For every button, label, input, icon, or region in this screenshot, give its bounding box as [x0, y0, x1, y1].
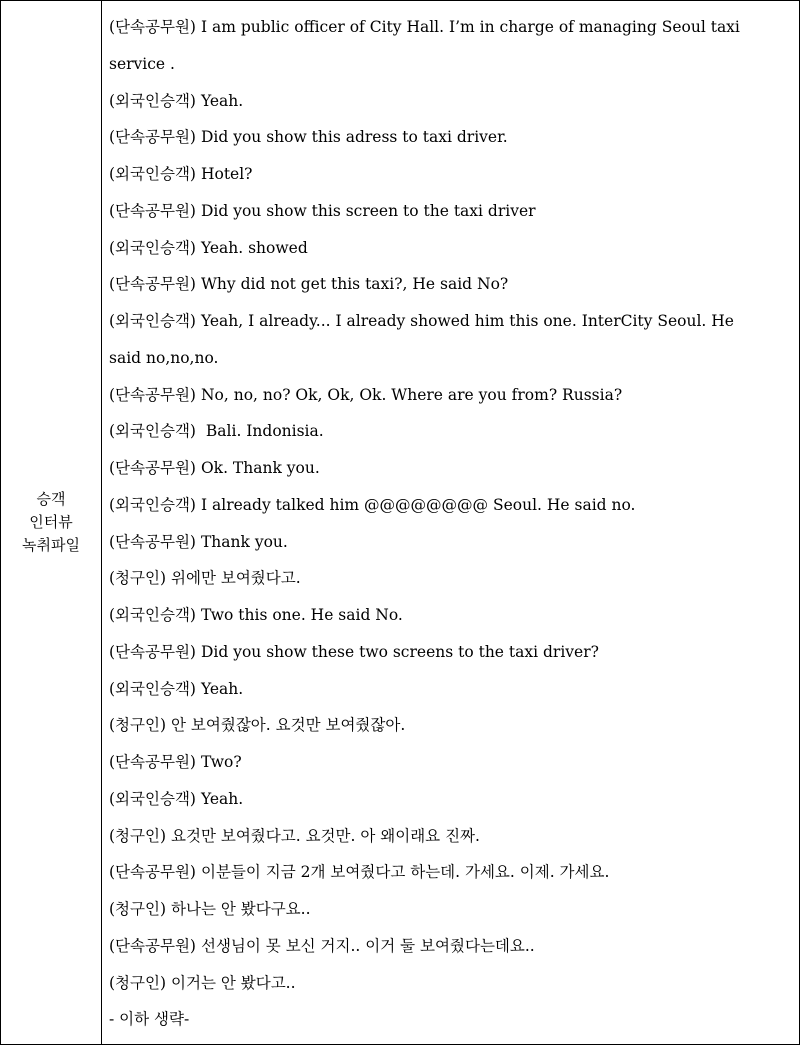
- utterance-text: 안 보여줬잖아. 요것만 보여줬잖아.: [171, 716, 406, 735]
- speaker-label: (청구인): [109, 716, 167, 735]
- speaker-label: (외국인승객): [109, 606, 196, 624]
- utterance-text: No, no, no? Ok, Ok, Ok. Where are you from? Russia?: [200, 385, 623, 404]
- utterance-text: Hotel?: [200, 165, 253, 183]
- utterance-text: I already talked him @@@@@@@@ Seoul. He said no.: [200, 495, 636, 514]
- utterance-text: - 이하 생략-: [109, 1010, 190, 1029]
- transcript-line: [109, 891, 793, 928]
- speaker-label: (외국인승객): [109, 312, 196, 330]
- speaker-label: (단속공무원): [109, 385, 196, 404]
- transcript-line: [109, 928, 793, 965]
- utterance-text: 이거는 안 봤다고..: [171, 973, 296, 992]
- transcript-line: [109, 266, 793, 303]
- transcript-line: [109, 303, 793, 340]
- utterance-text: Why did not get this taxi?, He said No?: [200, 275, 509, 294]
- row-label-cell: [1, 1, 102, 1044]
- utterance-text: Yeah.: [200, 679, 244, 698]
- speaker-label: (청구인): [109, 900, 167, 918]
- utterance-text: Ok. Thank you.: [200, 459, 320, 477]
- speaker-label: (단속공무원): [109, 753, 196, 771]
- speaker-label: (청구인): [109, 826, 167, 845]
- transcript-line: [109, 524, 793, 561]
- transcript-line: [109, 634, 793, 671]
- utterance-text: 선생님이 못 보신 거지.. 이거 둘 보여줬다는데요..: [200, 936, 535, 955]
- speaker-label: (외국인승객): [109, 422, 196, 441]
- transcript-line: [109, 413, 793, 450]
- speaker-label: (외국인승객): [109, 238, 196, 257]
- utterance-text: Did you show these two screens to the taxi driver?: [200, 642, 599, 661]
- speaker-label: (단속공무원): [109, 936, 196, 955]
- transcript-line: [109, 230, 793, 267]
- transcript-line: [109, 83, 793, 120]
- row-label-line: 인터뷰: [29, 513, 73, 531]
- transcript-line: [109, 818, 793, 855]
- utterance-text: said no,no,no.: [109, 348, 219, 367]
- transcript-line: [109, 450, 793, 487]
- utterance-text: Did you show this screen to the taxi driver: [200, 201, 536, 220]
- speaker-label: (단속공무원): [109, 18, 196, 36]
- utterance-text: service .: [109, 54, 175, 73]
- transcript-line: [109, 671, 793, 708]
- transcript-line: [109, 340, 793, 377]
- utterance-text: 이분들이 지금 2개 보여줬다고 하는데. 가세요. 이제. 가세요.: [200, 863, 610, 882]
- utterance-text: Two?: [200, 753, 242, 771]
- transcript-line: [109, 9, 793, 46]
- utterance-text: Bali. Indonisia.: [200, 422, 324, 441]
- transcript-line: [109, 119, 793, 156]
- utterance-text: 요것만 보여줬다고. 요것만. 아 왜이래요 진짜.: [171, 826, 480, 845]
- row-label-line: 승객: [36, 490, 66, 508]
- utterance-text: Yeah, I already... I already showed him this one. InterCity Seoul. He: [200, 312, 734, 330]
- transcript-line: [109, 965, 793, 1002]
- speaker-label: (단속공무원): [109, 275, 196, 294]
- speaker-label: (외국인승객): [109, 789, 196, 808]
- transcript-line: [109, 560, 793, 597]
- utterance-text: I am public officer of City Hall. I’m in charge of managing Seoul taxi: [200, 18, 740, 36]
- utterance-text: Yeah.: [200, 789, 244, 808]
- speaker-label: (단속공무원): [109, 201, 196, 220]
- speaker-label: (외국인승객): [109, 165, 196, 183]
- speaker-label: (청구인): [109, 569, 167, 588]
- utterance-text: Thank you.: [200, 532, 288, 551]
- transcript-line: [109, 377, 793, 414]
- transcript-line: [109, 854, 793, 891]
- speaker-label: (외국인승객): [109, 495, 196, 514]
- transcript-line: [109, 193, 793, 230]
- transcript-line: [109, 487, 793, 524]
- transcript-line: [109, 707, 793, 744]
- speaker-label: (단속공무원): [109, 642, 196, 661]
- row-label-line: 녹취파일: [22, 536, 80, 554]
- utterance-text: 위에만 보여줬다고.: [171, 569, 301, 588]
- transcript-line: [109, 156, 793, 193]
- utterance-text: Did you show this adress to taxi driver.: [200, 128, 508, 147]
- transcript-line: [109, 781, 793, 818]
- utterance-text: Two this one. He said No.: [200, 606, 403, 624]
- speaker-label: (외국인승객): [109, 91, 196, 110]
- speaker-label: (단속공무원): [109, 128, 196, 147]
- transcript-line: [109, 744, 793, 781]
- speaker-label: (외국인승객): [109, 679, 196, 698]
- utterance-text: Yeah. showed: [200, 238, 308, 257]
- utterance-text: 하나는 안 봤다구요..: [171, 900, 311, 918]
- speaker-label: (단속공무원): [109, 532, 196, 551]
- transcript-line: [109, 1001, 793, 1038]
- utterance-text: Yeah.: [200, 91, 244, 110]
- transcript-line: [109, 597, 793, 634]
- speaker-label: (청구인): [109, 973, 167, 992]
- transcript-line: [109, 46, 793, 83]
- speaker-label: (단속공무원): [109, 863, 196, 882]
- transcript-content-cell: [102, 1, 799, 1044]
- speaker-label: (단속공무원): [109, 459, 196, 477]
